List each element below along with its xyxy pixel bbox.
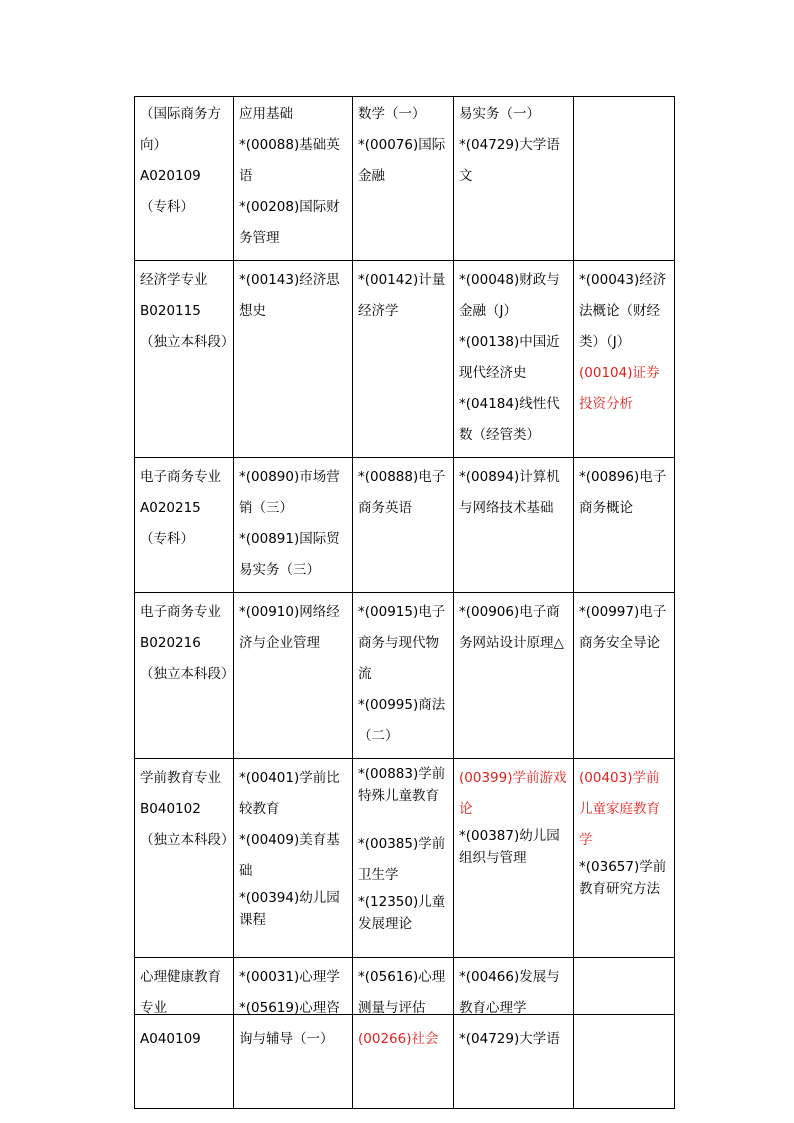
course-cell xyxy=(353,261,454,458)
major-code: A040109 xyxy=(140,1031,201,1047)
table-row xyxy=(135,593,675,759)
course-entry: *(00891)国际贸易实务（三） xyxy=(239,531,340,578)
course-entry: *(05616)心理测量与评估 xyxy=(358,969,446,1016)
cell-spacer xyxy=(358,807,448,829)
course-cell xyxy=(353,97,454,261)
course-cell-empty xyxy=(574,958,675,1109)
major-code: A020109 xyxy=(140,168,201,184)
course-cell xyxy=(353,458,454,593)
major-code: B020216 xyxy=(140,635,201,651)
course-cell xyxy=(574,759,675,958)
course-cell xyxy=(353,958,454,1109)
course-entry-highlighted: (00104)证券投资分析 xyxy=(579,365,660,412)
course-entry: *(00466)发展与教育心理学 xyxy=(459,969,560,1016)
major-cell xyxy=(135,97,234,261)
course-cell xyxy=(234,958,353,1109)
course-entry: *(00043)经济法概论（财经类）（J） xyxy=(579,272,667,350)
course-entry: *(00142)计量经济学 xyxy=(358,272,446,319)
course-entry: *(03657)学前教育研究方法 xyxy=(579,859,667,897)
major-level: （专科） xyxy=(140,531,194,547)
major-cell xyxy=(135,958,234,1109)
course-cell xyxy=(234,593,353,759)
major-level: （独立本科段） xyxy=(140,666,235,682)
course-entry: *(00997)电子商务安全导论 xyxy=(579,604,667,651)
course-cell xyxy=(454,593,574,759)
course-cell xyxy=(234,261,353,458)
table-row xyxy=(135,458,675,593)
major-name: 学前教育专业 xyxy=(140,770,221,786)
table-row xyxy=(135,97,675,261)
course-entry: *(00409)美育基础 xyxy=(239,832,340,879)
course-entry: *(05619)心理咨询与辅导（一） xyxy=(239,1000,340,1047)
course-cell xyxy=(234,97,353,261)
course-cell xyxy=(353,759,454,958)
table-row xyxy=(135,759,675,958)
course-cell xyxy=(454,759,574,958)
course-entry: *(00031)心理学 xyxy=(239,969,340,985)
course-entry: *(04729)大学语文 xyxy=(459,137,560,184)
course-cell xyxy=(574,458,675,593)
course-entry: *(00894)计算机与网络技术基础 xyxy=(459,469,560,516)
course-entry: *(00888)电子商务英语 xyxy=(358,469,446,516)
course-entry-highlighted: (00399)学前游戏论 xyxy=(459,770,567,817)
major-level: （独立本科段） xyxy=(140,832,235,848)
major-name: 心理健康教育专业 xyxy=(140,969,221,1016)
course-entry: *(00890)市场营销（三） xyxy=(239,469,340,516)
course-entry: *(00910)网络经济与企业管理 xyxy=(239,604,340,651)
course-entry: *(00906)电子商务网站设计原理△ xyxy=(459,604,564,651)
course-cell xyxy=(353,593,454,759)
course-entry: *(04184)线性代数（经管类） xyxy=(459,396,560,443)
course-entry: *(00995)商法（二） xyxy=(358,697,446,744)
major-name: （国际商务方向） xyxy=(140,106,221,153)
course-entry: *(00401)学前比较教育 xyxy=(239,770,340,817)
course-table-wrapper xyxy=(134,96,674,1047)
course-entry: *(12350)儿童发展理论 xyxy=(358,894,446,932)
major-code: B020115 xyxy=(140,303,201,319)
course-entry: *(00088)基础英语 xyxy=(239,137,340,184)
course-entry: 数学（一） xyxy=(358,106,426,122)
table-row xyxy=(135,958,675,1109)
course-entry: *(00048)财政与金融（J） xyxy=(459,272,560,319)
major-cell xyxy=(135,458,234,593)
course-cell xyxy=(454,97,574,261)
major-cell xyxy=(135,759,234,958)
course-entry: *(00387)幼儿园组织与管理 xyxy=(459,828,560,866)
table-row xyxy=(135,261,675,458)
major-name: 经济学专业 xyxy=(140,272,208,288)
course-entry: 应用基础 xyxy=(239,106,293,122)
course-entry: *(00915)电子商务与现代物流 xyxy=(358,604,446,682)
course-entry: *(00896)电子商务概论 xyxy=(579,469,667,516)
course-cell xyxy=(454,458,574,593)
course-entry: *(00385)学前卫生学 xyxy=(358,836,446,883)
major-code: B040102 xyxy=(140,801,201,817)
course-entry: *(00138)中国近现代经济史 xyxy=(459,334,560,381)
major-level: （专科） xyxy=(140,199,194,215)
course-entry-highlighted: (00403)学前儿童家庭教育学 xyxy=(579,770,660,848)
course-cell xyxy=(234,759,353,958)
course-cell-empty xyxy=(574,97,675,261)
course-entry: *(00076)国际金融 xyxy=(358,137,446,184)
course-cell xyxy=(574,261,675,458)
course-entry: *(00208)国际财务管理 xyxy=(239,199,340,246)
major-cell xyxy=(135,261,234,458)
course-entry: *(04729)大学语 xyxy=(459,1031,560,1047)
course-entry: *(00143)经济思想史 xyxy=(239,272,340,319)
major-name: 电子商务专业 xyxy=(140,604,221,620)
major-cell xyxy=(135,593,234,759)
course-cell xyxy=(234,458,353,593)
course-entry: *(00883)学前特殊儿童教育 xyxy=(358,766,446,804)
course-entry-highlighted: (00266)社会 xyxy=(358,1031,439,1047)
course-cell xyxy=(454,261,574,458)
major-name: 电子商务专业 xyxy=(140,469,221,485)
course-entry: 易实务（一） xyxy=(459,106,540,122)
major-code: A020215 xyxy=(140,500,201,516)
major-level: （独立本科段） xyxy=(140,334,235,350)
course-cell xyxy=(574,593,675,759)
course-entry: *(00394)幼儿园课程 xyxy=(239,890,340,928)
course-table xyxy=(134,96,675,1109)
course-cell xyxy=(454,958,574,1109)
